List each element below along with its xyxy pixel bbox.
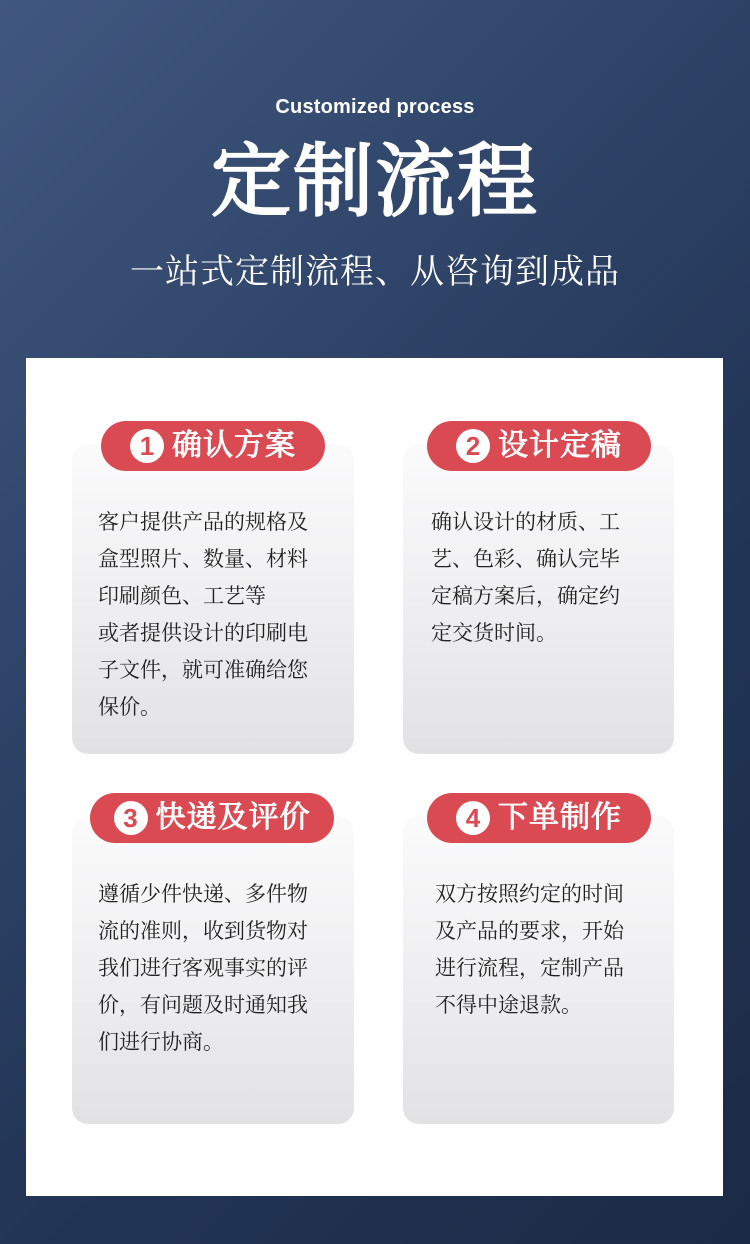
- step-card-4: [403, 816, 674, 1124]
- step-badge-2: [427, 421, 651, 471]
- tagline: 一站式定制流程、从咨询到成品: [130, 252, 620, 292]
- header: [0, 0, 750, 358]
- step-2-description: 确认设计的材质、工 艺、色彩、确认完毕 定稿方案后，确定约 定交货时间。: [431, 510, 620, 645]
- step-card-1: [72, 444, 354, 754]
- step-number-1: 1: [130, 429, 164, 463]
- step-number-3: 3: [114, 801, 148, 835]
- step-title-4: 下单制作: [498, 800, 622, 835]
- step-badge-4: [427, 793, 651, 843]
- steps-panel: [26, 358, 723, 1196]
- step-badge-1: [101, 421, 325, 471]
- step-number-4: 4: [456, 801, 490, 835]
- step-1-description: 客户提供产品的规格及 盒型照片、数量、材料 印刷颜色、工艺等 或者提供设计的印刷电 子文件，就可准确给您 保价。: [98, 510, 308, 719]
- step-number-2: 2: [456, 429, 490, 463]
- english-subtitle: Customized process: [275, 96, 475, 118]
- step-3-description: 遵循少件快递、多件物 流的准则，收到货物对 我们进行客观事实的评 价，有问题及时通知我 们进行协商。: [98, 882, 308, 1054]
- step-title-1: 确认方案: [172, 428, 296, 463]
- step-title-2: 设计定稿: [498, 428, 622, 463]
- step-title-3: 快递及评价: [155, 800, 311, 835]
- step-card-2: [403, 444, 674, 754]
- step-card-3: [72, 816, 354, 1124]
- step-badge-3: [90, 793, 334, 843]
- page-title: 定制流程: [211, 135, 539, 228]
- step-4-description: 双方按照约定的时间 及产品的要求，开始 进行流程，定制产品 不得中途退款。: [435, 882, 624, 1017]
